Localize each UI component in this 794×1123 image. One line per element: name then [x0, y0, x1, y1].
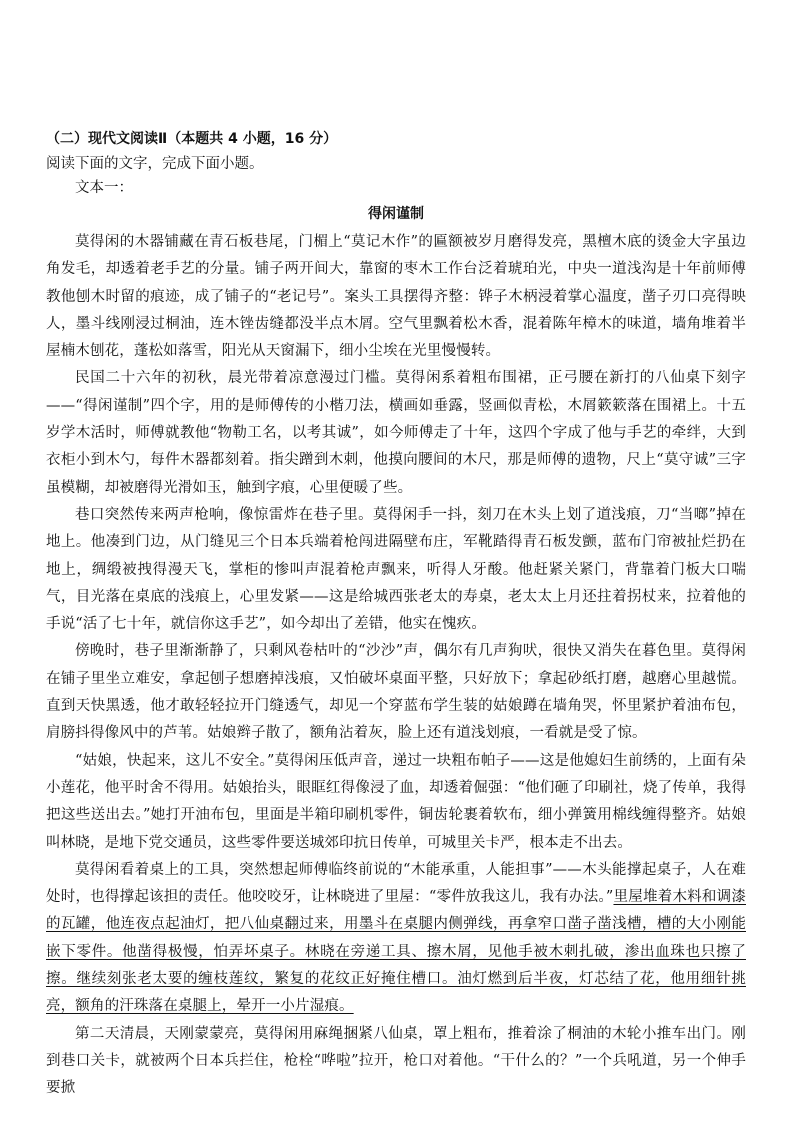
paragraph-text: 莫得闲看着桌上的工具，突然想起师傅临终前说的“木能承重，人能担事”——木头能撑起桌子，人在难处时，也得撑起该担的责任。他咬咬牙，让林晓进了里屋：“零件放我这儿，我有办法。” [46, 861, 746, 906]
section-title: （二）现代文阅读Ⅱ（本题共 4 小题，16 分） [46, 131, 338, 147]
paragraph: 民国二十六年的初秋，晨光带着凉意漫过门槛。莫得闲系着粗布围裙，正弓腰在新打的八仙桌下刻字——“得闲谨制”四个字，用的是师傅传的小楷刀法，横画如垂露，竖画似青松，木屑簌簌落在围裙上。十五岁学木活时，师傅就教他“物勒工名，以考其诚”，如今师傅走了十年，这四个字成了他与手艺的牵绊，大到衣柜小到木勺，每件木器都刻着。指尖蹭到木刺，他摸向腰间的木尺，那是师傅的遗物，尺上“莫守诚”三字虽模糊，却被磨得光滑如玉，触到字痕，心里便暖了些。 [46, 370, 746, 496]
instruction: 阅读下面的文字，完成下面小题。 [46, 156, 264, 172]
underlined-passage: 里屋堆着木料和调漆的瓦罐，他连夜点起油灯，把八仙桌翻过来，用墨斗在桌腿内侧弹线，再拿窄口凿子凿浅槽，槽的大小刚能嵌下零件。他凿得极慢，怕弄坏桌子。林晓在旁递工具、擦木屑，见他手被木刺扎破，渗出血珠也只擦了擦。继续刻张老太要的缠枝莲纹，繁复的花纹正好掩住槽口。油灯燃到后半夜，灯芯结了花，他用细针挑亮，额角的汗珠落在桌腿上，晕开一小片湿痕。 [46, 889, 746, 1015]
paragraph: 第二天清晨，天刚蒙蒙亮，莫得闲用麻绳捆紧八仙桌，罩上粗布，推着涂了桐油的木轮小推车出门。刚到巷口关卡，就被两个日本兵拦住，枪栓“哗啦”拉开，枪口对着他。“干什么的？”一个兵吼道，另一个伸手要掀 [46, 1025, 746, 1097]
paragraph-with-underline [46, 857, 746, 1021]
document-page [46, 128, 746, 1103]
paragraph: 傍晚时，巷子里渐渐静了，只剩风卷枯叶的“沙沙”声，偶尔有几声狗吠，很快又消失在暮色里。莫得闲在铺子里坐立难安，拿起刨子想磨掉浅痕，又怕破坏桌面平整，只好放下；拿起砂纸打磨，越磨心里越慌。直到天快黑透，他才敢轻轻拉开门缝透气，却见一个穿蓝布学生装的姑娘蹲在墙角哭，怀里紧护着油布包，肩膀抖得像风中的芦苇。姑娘辫子散了，额角沾着灰，脸上还有道浅划痕，一看就是受了惊。 [46, 643, 746, 742]
text-label: 文本一： [75, 180, 133, 196]
paragraph: “姑娘，快起来，这儿不安全。”莫得闲压低声音，递过一块粗布帕子——这是他媳妇生前绣的，上面有朵小莲花，他平时舍不得用。姑娘抬头，眼眶红得像浸了血，却透着倔强：“他们砸了印刷社，烧了传单，我得把这些送出去。”她打开油布包，里面是半箱印刷机零件，铜齿轮裹着软布，细小弹簧用棉线缠得整齐。姑娘叫林晓，是地下党交通员，这些零件要送城郊印抗日传单，可城里关卡严，根本走不出去。 [46, 752, 746, 851]
article-title: 得闲谨制 [368, 206, 424, 222]
paragraph: 莫得闲的木器铺藏在青石板巷尾，门楣上“莫记木作”的匾额被岁月磨得发亮，黑檀木底的烫金大字虽边角发毛，却透着老手艺的分量。铺子两开间大，靠窗的枣木工作台泛着琥珀光，中央一道浅沟是十年前师傅教他刨木时留的痕迹，成了铺子的“老记号”。案头工具摆得齐整：铧子木柄浸着掌心温度，凿子刃口亮得映人，墨斗线刚浸过桐油，连木锉齿缝都没半点木屑。空气里飘着松木香，混着陈年樟木的味道，墙角堆着半屋楠木刨花，蓬松如落雪，阳光从天窗漏下，细小尘埃在光里慢慢转。 [46, 234, 746, 360]
paragraph: 巷口突然传来两声枪响，像惊雷炸在巷子里。莫得闲手一抖，刻刀在木头上划了道浅痕，刀“当啷”掉在地上。他凑到门边，从门缝见三个日本兵端着枪闯进隔壁布庄，军靴踏得青石板发颤，蓝布门帘被扯烂扔在地上，绸缎被拽得漫天飞，掌柜的惨叫声混着枪声飘来，听得人牙酸。他赶紧关紧门，背靠着门板大口喘气，目光落在桌底的浅痕上，心里发紧——这是给城西张老太的寿桌，老太太上月还拄着拐杖来，拉着他的手说“活了七十年，就信你这手艺”，如今却出了差错，他实在愧疚。 [46, 506, 746, 633]
